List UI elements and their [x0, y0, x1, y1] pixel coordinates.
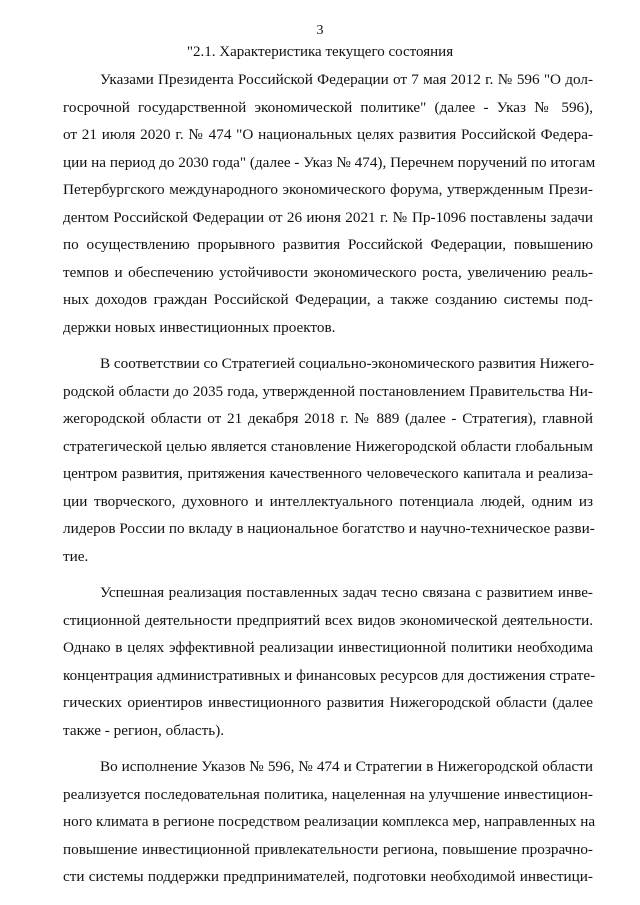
text-line: Во исполнение Указов № 596, № 474 и Стратегии в Нижегородской области — [100, 758, 593, 775]
paragraph-2 — [63, 350, 593, 570]
text-line: темпов и обеспечению устойчивости экономического роста, увеличению реаль- — [63, 263, 593, 281]
text-line: повышение инвестиционной привлекательности региона, повышение прозрачно- — [63, 840, 593, 858]
text-line: родской области до 2035 года, утвержденной постановлением Правительства Ни- — [63, 382, 593, 400]
text-line: ных доходов граждан Российской Федерации, а также созданию системы под- — [63, 291, 593, 308]
text-line: ного климата в регионе посредством реализации комплекса мер, направленных на — [63, 813, 596, 830]
text-line: по осуществлению прорывного развития Российской Федерации, повышению — [63, 236, 593, 253]
text-line: реализуется последовательная политика, нацеленная на улучшение инвестицион- — [63, 785, 593, 803]
text-line: сти системы поддержки предпринимателей, подготовки необходимой инвестици- — [63, 868, 593, 885]
text-line: ции на период до 2030 года" (далее - Указ № 474), Перечнем поручений по итогам — [63, 153, 596, 171]
page-number: 3 — [316, 23, 324, 38]
text-line: жегородской области от 21 декабря 2018 г. № 889 (далее - Стратегия), главной — [63, 410, 593, 427]
text-line: концентрация административных и финансовых ресурсов для достижения страте- — [63, 666, 596, 684]
text-line: Петербургского международного экономического форума, утвержденным Прези- — [63, 181, 593, 198]
paragraph-4 — [63, 753, 596, 891]
paragraph-1 — [63, 66, 596, 341]
text-line: ции творческого, духовного и интеллектуального потенциала людей, одним из — [63, 492, 593, 510]
text-line: Успешная реализация поставленных задач тесно связана с развитием инве- — [100, 584, 593, 601]
text-line: В соответствии со Стратегией социально-экономического развития Нижего- — [100, 355, 595, 372]
paragraph-3 — [63, 579, 596, 744]
text-line: от 21 июля 2020 г. № 474 "О национальных целях развития Российской Федера- — [63, 126, 593, 143]
text-line: дентом Российской Федерации от 26 июня 2021 г. № Пр-1096 поставлены задачи — [63, 208, 593, 226]
text-line: центром развития, притяжения качественного человеческого капитала и реализа- — [63, 465, 593, 482]
text-line: держки новых инвестиционных проектов. — [63, 318, 336, 336]
text-line: гических ориентиров инвестиционного развития Нижегородской области (далее — [63, 694, 593, 711]
text-line: лидеров России по вкладу в национальное богатство и научно-техническое разви- — [63, 520, 595, 537]
text-line: Однако в целях эффективной реализации инвестиционной политики необходима — [63, 639, 593, 656]
body-text — [63, 66, 596, 900]
text-line: Указами Президента Российской Федерации от 7 мая 2012 г. № 596 "О дол- — [100, 71, 593, 88]
text-line: тие. — [63, 547, 89, 565]
text-line: стиционной деятельности предприятий всех видов экономической деятельности. — [63, 611, 593, 629]
text-line: стратегической целью является становление Нижегородской области глобальным — [63, 437, 593, 455]
section-title: "2.1. Характеристика текущего состояния — [186, 44, 454, 60]
text-line: госрочной государственной экономической политике" (далее - Указ № 596), — [63, 98, 593, 116]
text-line: также - регион, область). — [63, 721, 225, 739]
